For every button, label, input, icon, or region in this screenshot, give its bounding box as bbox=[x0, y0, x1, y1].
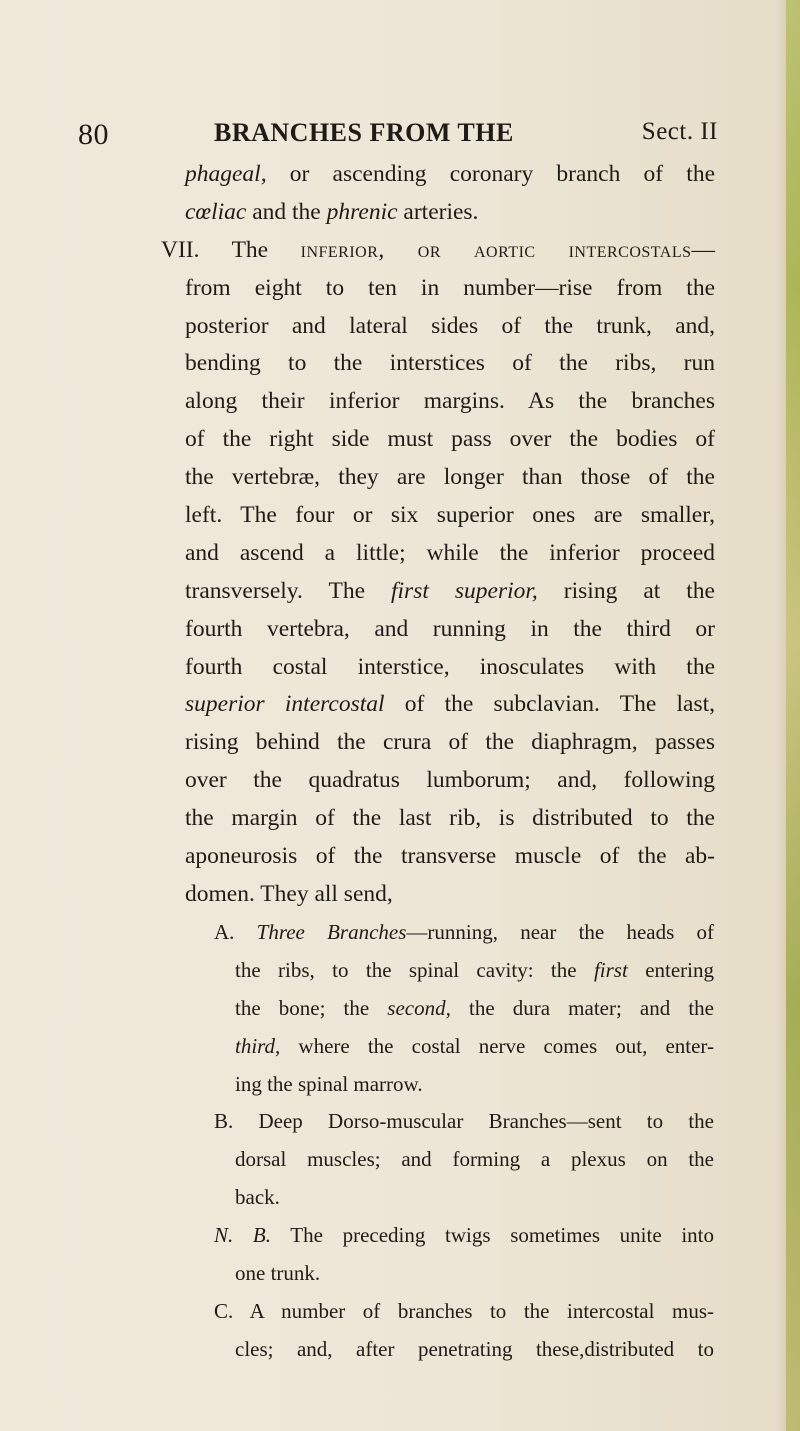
text-line: of the right side must pass over the bodies of bbox=[185, 426, 715, 453]
note-line: N. B. The preceding twigs sometimes unite into bbox=[214, 1223, 714, 1248]
subitem-a-line: A. Three Branches—running, near the heads of bbox=[214, 920, 715, 944]
page-number: 80 bbox=[78, 118, 109, 151]
text-line: third, where the costal nerve comes out, enter- bbox=[235, 1033, 714, 1058]
text-line: transversely. The first superior, rising at the bbox=[185, 577, 715, 604]
text-line: back. bbox=[235, 1185, 280, 1210]
subitem-c-line: C. A number of branches to the intercostal mus- bbox=[214, 1298, 714, 1323]
text-line: domen. They all send, bbox=[185, 880, 393, 907]
text-line: along their inferior margins. As the branches bbox=[185, 388, 715, 415]
text-line: and ascend a little; while the inferior proceed bbox=[185, 539, 715, 566]
page-edge bbox=[786, 0, 800, 1431]
text-line: left. The four or six superior ones are smaller, bbox=[185, 502, 715, 529]
section-label: Sect. II bbox=[641, 118, 718, 145]
text-line: the ribs, to the spinal cavity: the first entering bbox=[235, 957, 715, 982]
text-line: superior intercostal of the subclavian. The last, bbox=[185, 691, 715, 718]
text-line: posterior and lateral sides of the trunk, and, bbox=[185, 312, 715, 339]
text-line: bending to the interstices of the ribs, run bbox=[185, 350, 715, 377]
text-line: dorsal muscles; and forming a plexus on the bbox=[235, 1147, 714, 1172]
text-line: VII. The inferior, or aortic intercostals— bbox=[161, 236, 716, 263]
text-line: aponeurosis of the transverse muscle of the ab- bbox=[185, 843, 715, 870]
text-line: cœliac and the phrenic arteries. bbox=[185, 198, 479, 225]
text-line: ing the spinal marrow. bbox=[235, 1071, 423, 1096]
running-title: BRANCHES FROM THE bbox=[214, 118, 514, 147]
subitem-b-line: B. Deep Dorso-muscular Branches—sent to the bbox=[214, 1109, 714, 1134]
text-line: the vertebræ, they are longer than those of the bbox=[185, 464, 715, 491]
text-line: phageal, or ascending coronary branch of the bbox=[185, 161, 715, 187]
text-line: one trunk. bbox=[235, 1261, 321, 1286]
main-paragraph bbox=[161, 156, 716, 914]
subitem-list bbox=[214, 914, 714, 1369]
text-line: fourth vertebra, and running in the third or bbox=[185, 615, 715, 642]
page-header bbox=[78, 118, 718, 152]
text-line: cles; and, after penetrating these,distributed to bbox=[235, 1336, 714, 1361]
text-line: over the quadratus lumborum; and, following bbox=[185, 767, 715, 794]
text-line: rising behind the crura of the diaphragm, passes bbox=[185, 729, 715, 756]
text-line: the margin of the last rib, is distributed to the bbox=[185, 805, 715, 832]
text-line: from eight to ten in number—rise from the bbox=[185, 274, 715, 301]
text-line: the bone; the second, the dura mater; and the bbox=[235, 995, 714, 1020]
text-line: fourth costal interstice, inosculates with the bbox=[185, 653, 715, 680]
